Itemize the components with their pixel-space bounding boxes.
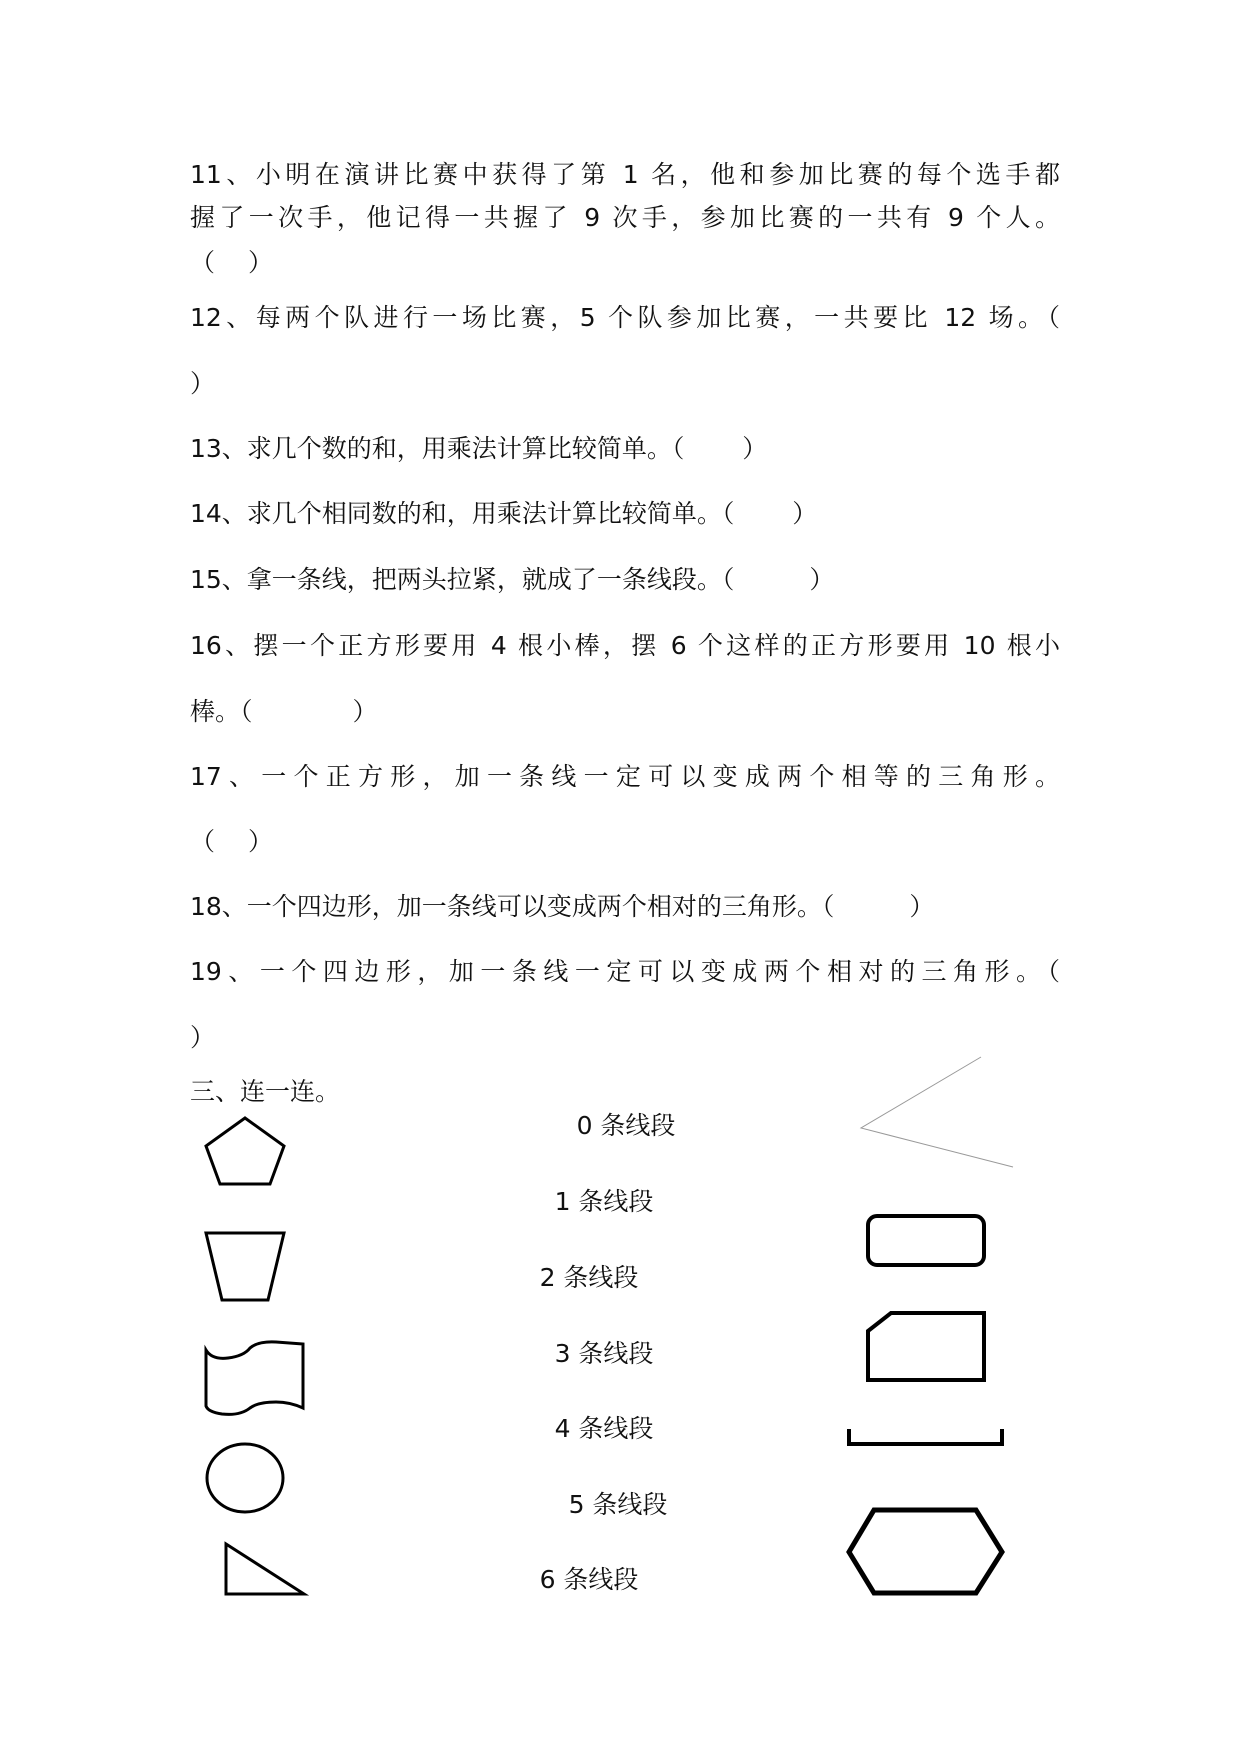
- question-18: 18、一个四边形，加一条线可以变成两个相对的三角形。（ ）: [190, 892, 935, 921]
- label-1-segment: 1 条线段: [554, 1187, 654, 1216]
- hexagon-shape: [849, 1510, 1002, 1593]
- question-text: 11、小明在演讲比赛中获得了第 1 名，他和参加比赛的每个选手都: [190, 160, 1060, 189]
- trapezoid-shape: [206, 1233, 284, 1300]
- question-text: 16、摆一个正方形要用 4 根小棒，摆 6 个这样的正方形要用 10 根小: [190, 631, 1060, 660]
- angle-shape: [861, 1057, 1013, 1167]
- label-5-segments: 5 条线段: [568, 1490, 668, 1519]
- rounded-rectangle-shape: [868, 1216, 984, 1265]
- question-text: 17、一个正方形，加一条线一定可以变成两个相等的三角形。: [190, 762, 1060, 791]
- right-triangle-shape: [226, 1544, 304, 1594]
- question-14: 14、求几个相同数的和，用乘法计算比较简单。（ ）: [190, 499, 818, 528]
- section-title: 三、连一连。: [190, 1077, 341, 1106]
- question-text: 棒。（ ）: [190, 697, 378, 726]
- wavy-flag-shape: [206, 1342, 303, 1415]
- answer-blank[interactable]: （ ）: [190, 827, 273, 856]
- answer-blank[interactable]: ）: [190, 1023, 216, 1052]
- question-13: 13、求几个数的和，用乘法计算比较简单。（ ）: [190, 434, 768, 463]
- question-15: 15、拿一条线，把两头拉紧，就成了一条线段。（ ）: [190, 565, 835, 594]
- open-bracket-shape: [849, 1429, 1002, 1444]
- label-2-segments: 2 条线段: [539, 1263, 639, 1292]
- label-0-segments: 0 条线段: [576, 1111, 676, 1140]
- question-text: 12、每两个队进行一场比赛，5 个队参加比赛，一共要比 12 场。（: [190, 303, 1060, 332]
- question-text: 握了一次手，他记得一共握了 9 次手，参加比赛的一共有 9 个人。: [190, 203, 1060, 232]
- question-text: 19、一个四边形，加一条线一定可以变成两个相对的三角形。（: [190, 957, 1060, 986]
- answer-blank[interactable]: ）: [190, 369, 216, 398]
- label-3-segments: 3 条线段: [554, 1339, 654, 1368]
- cut-corner-rectangle-shape: [868, 1313, 984, 1380]
- label-4-segments: 4 条线段: [554, 1414, 654, 1443]
- pentagon-shape: [206, 1118, 284, 1184]
- answer-blank[interactable]: （ ）: [190, 248, 273, 277]
- label-6-segments: 6 条线段: [539, 1565, 639, 1594]
- ellipse-shape: [207, 1444, 283, 1512]
